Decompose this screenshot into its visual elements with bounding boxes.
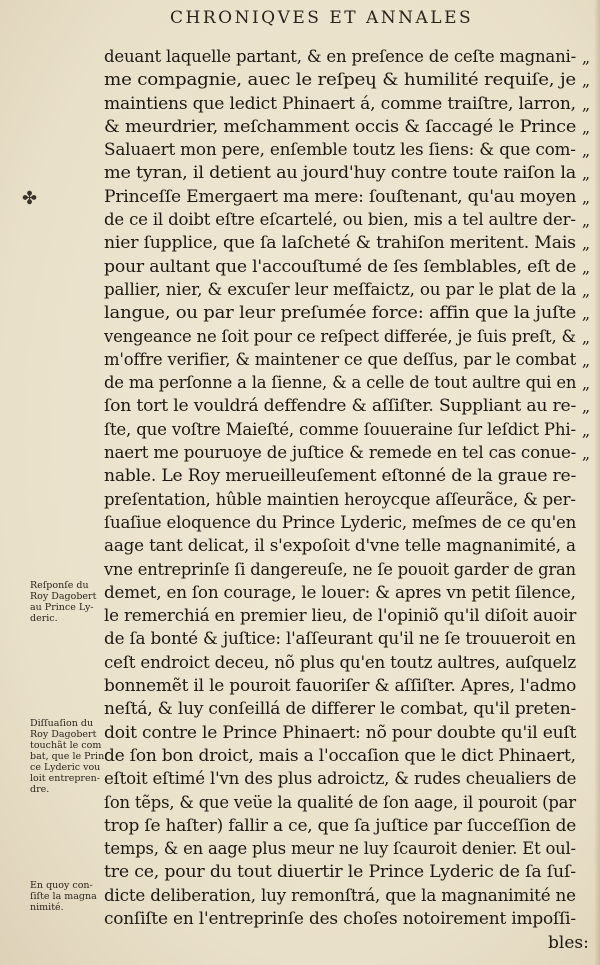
text-line [104, 419, 590, 442]
text-line [104, 768, 586, 791]
line-text: me tyran, il detient au jourd'huy contre toute raiſon la [104, 163, 577, 184]
line-text: temps, & en aage plus meur ne luy ſcauroit denier. Et oul- [104, 839, 576, 860]
text-line [104, 395, 590, 418]
printer-ornament-icon: ✤ [22, 188, 38, 209]
line-text: ceſt endroict deceu, nõ plus qu'en toutz aultres, auſquelz [104, 652, 576, 673]
line-text: demet, en ſon courage, le louer: & apres vn petit ſilence, [104, 582, 576, 603]
line-text: deuant laquelle partant, & en preſence de ceſte magnani- [104, 47, 577, 67]
text-line [104, 815, 586, 838]
sidenote-line: touchãt le com [30, 740, 102, 751]
sidenote-line: loit entrepren- [30, 773, 100, 784]
sidenote-line: Roy Dagobert [30, 591, 97, 602]
text-line [104, 186, 590, 209]
quotation-mark: „ [581, 211, 590, 231]
line-text: vne entreprinſe ſi dangereuſe, ne ſe pouoit garder de gran [104, 559, 576, 580]
sidenote-line: Reſponſe du [30, 580, 89, 591]
text-line [104, 535, 586, 558]
sidenote-line: Diſſuaſion du [30, 718, 94, 729]
page-edge [594, 0, 600, 965]
line-text: doit contre le Prince Phinaert: nõ pour doubte qu'il euſt [104, 722, 577, 743]
text-line [104, 605, 586, 628]
text-line [104, 745, 586, 768]
line-text: le remerchiá en premier lieu, de l'opiniõ qu'il diſoit auoir [104, 606, 577, 627]
text-line [104, 232, 590, 255]
text-line [104, 489, 586, 512]
sidenote-line: ſiſte la magna [30, 891, 97, 902]
line-text: nable. Le Roy merueilleuſement eſtonné de la graue re- [104, 466, 577, 487]
text-line [104, 442, 590, 465]
quotation-mark: „ [581, 187, 590, 207]
line-text: ſte, que voſtre Maieſté, comme ſouueraine ſur leſdict Phi- [104, 419, 576, 440]
quotation-mark: „ [581, 304, 590, 324]
text-line [104, 559, 586, 582]
line-text: pallier, nier, & excuſer leur meſfaictz, ou par le plat de la [104, 279, 577, 300]
text-line [104, 792, 586, 815]
text-line [104, 302, 590, 325]
text-line [104, 628, 586, 651]
running-head: CHRONIQVES ET ANNALES [170, 8, 474, 28]
text-line [104, 698, 586, 721]
line-text: de ſa bonté & juſtice: l'aſſeurant qu'il ne ſe trouueroit en [104, 629, 576, 650]
quotation-mark: „ [581, 350, 590, 370]
text-line [104, 582, 586, 605]
quotation-mark: „ [581, 94, 590, 114]
text-line [104, 675, 586, 698]
line-text: de ſon bon droict, mais a l'occaſion que le dict Phinaert, [104, 745, 576, 766]
quotation-mark: „ [581, 327, 590, 347]
line-text: ſon tẽps, & que veüe la qualité de ſon aage, il pouroit (par [104, 792, 576, 813]
sidenote-line: deric. [30, 613, 58, 624]
quotation-mark: „ [581, 117, 590, 137]
line-text: ſon tort le vouldrá deffendre & aſſiſter. Suppliant au re- [104, 396, 577, 417]
quotation-mark: „ [581, 374, 590, 394]
sidenote-line: Roy Dagobert [30, 729, 97, 740]
line-text: Saluaert mon pere, enſemble toutz les ſiens: & que com- [104, 140, 576, 161]
text-line [104, 46, 590, 69]
line-text: conſiſte en l'entreprinſe des choſes notoirement impoſſi- [104, 908, 576, 929]
line-text: vengeance ne ſoit pour ce reſpect differée, je ſuis preſt, & [104, 326, 576, 347]
line-text: naert me pouruoye de juſtice & remede en tel cas conue- [104, 443, 577, 464]
catchword: bles: [548, 933, 589, 953]
text-line [104, 349, 590, 372]
quotation-mark: „ [581, 420, 590, 440]
text-line [104, 279, 590, 302]
line-text: & meurdrier, meſchamment occis & ſaccagé le Prince [104, 116, 577, 137]
text-line [104, 652, 586, 675]
line-text: Princeſſe Emergaert ma mere: ſouſtenant, qu'au moyen [104, 186, 577, 207]
line-text: m'offre verifier, & maintener ce que deſſus, par le combat [104, 349, 577, 370]
text-line [104, 861, 586, 884]
line-text: preſentation, hûble maintien heroycque aſſeurãce, & per- [104, 489, 576, 510]
quotation-mark: „ [581, 164, 590, 184]
line-text: langue, ou par leur preſumée force: affin que la juſte [104, 303, 577, 324]
text-line [104, 69, 590, 92]
quotation-mark: „ [581, 234, 590, 254]
text-line [104, 722, 586, 745]
line-text: me compagnie, auec le reſpeɥ & humilité requiſe, je [104, 70, 576, 91]
line-text: trop ſe haſter) fallir a ce, que ſa juſtice par ſucceſſion de [104, 815, 577, 836]
quotation-mark: „ [581, 257, 590, 277]
line-text: bonnemẽt il le pouroit fauoriſer & aſſiſter. Apres, l'admo [104, 676, 577, 697]
line-text: tre ce, pour du tout diuertir le Prince Lyderic de ſa ſuſ- [104, 862, 576, 883]
text-line [104, 465, 586, 488]
sidenote-line: dre. [30, 784, 50, 795]
sidenote-line: ce Lyderic vou [30, 762, 101, 773]
quotation-mark: „ [581, 141, 590, 161]
text-line [104, 838, 586, 861]
line-text: maintiens que ledict Phinaert á, comme traiſtre, larron, [104, 93, 576, 114]
line-text: de ma perſonne a la ſienne, & a celle de tout aultre qui en [104, 373, 577, 394]
text-line [104, 93, 590, 116]
line-text: eſtoit eſtimé l'vn des plus adroictz, & rudes cheualiers de [104, 769, 577, 790]
sidenote-line: au Prince Ly- [30, 602, 94, 613]
line-text: dicte deliberation, luy remonſtrá, que la magnanimité ne [104, 885, 576, 906]
text-line [104, 139, 590, 162]
text-line [104, 256, 590, 279]
text-line [104, 162, 590, 185]
sidenote-line: bat, que le Prin [30, 751, 105, 762]
sidenote-magnanimity [30, 880, 110, 913]
line-text: aage tant delicat, il s'expoſoit d'vne telle magnanimité, a [104, 536, 576, 557]
sidenote-line: nimité. [30, 902, 64, 913]
quotation-mark: „ [581, 48, 590, 67]
line-text: de ce il doibt eſtre eſcartelé, ou bien, mis a tel aultre der- [104, 210, 576, 231]
sidenote-dissuasion [30, 718, 110, 795]
quotation-mark: „ [581, 280, 590, 300]
quotation-mark: „ [581, 444, 590, 464]
text-line [104, 512, 586, 535]
line-text: nier ſupplice, que ſa laſcheté & trahiſon meritent. Mais [104, 233, 576, 254]
text-line [104, 326, 590, 349]
body-text [104, 46, 590, 931]
line-text: neſtá, & luy conſeillá de differer le combat, qu'il preten- [104, 699, 577, 720]
text-line [104, 116, 590, 139]
text-line [104, 372, 590, 395]
text-line [104, 885, 586, 908]
line-text: ſuaſiue eloquence du Prince Lyderic, meſmes de ce qu'en [104, 512, 577, 533]
sidenote-line: En quoy con- [30, 880, 93, 891]
sidenote-response [30, 580, 110, 624]
line-text: pour aultant que l'accouſtumé de ſes ſemblables, eſt de [104, 256, 577, 277]
quotation-mark: „ [581, 71, 590, 91]
text-line [104, 908, 586, 931]
quotation-mark: „ [581, 397, 590, 417]
text-line [104, 209, 590, 232]
